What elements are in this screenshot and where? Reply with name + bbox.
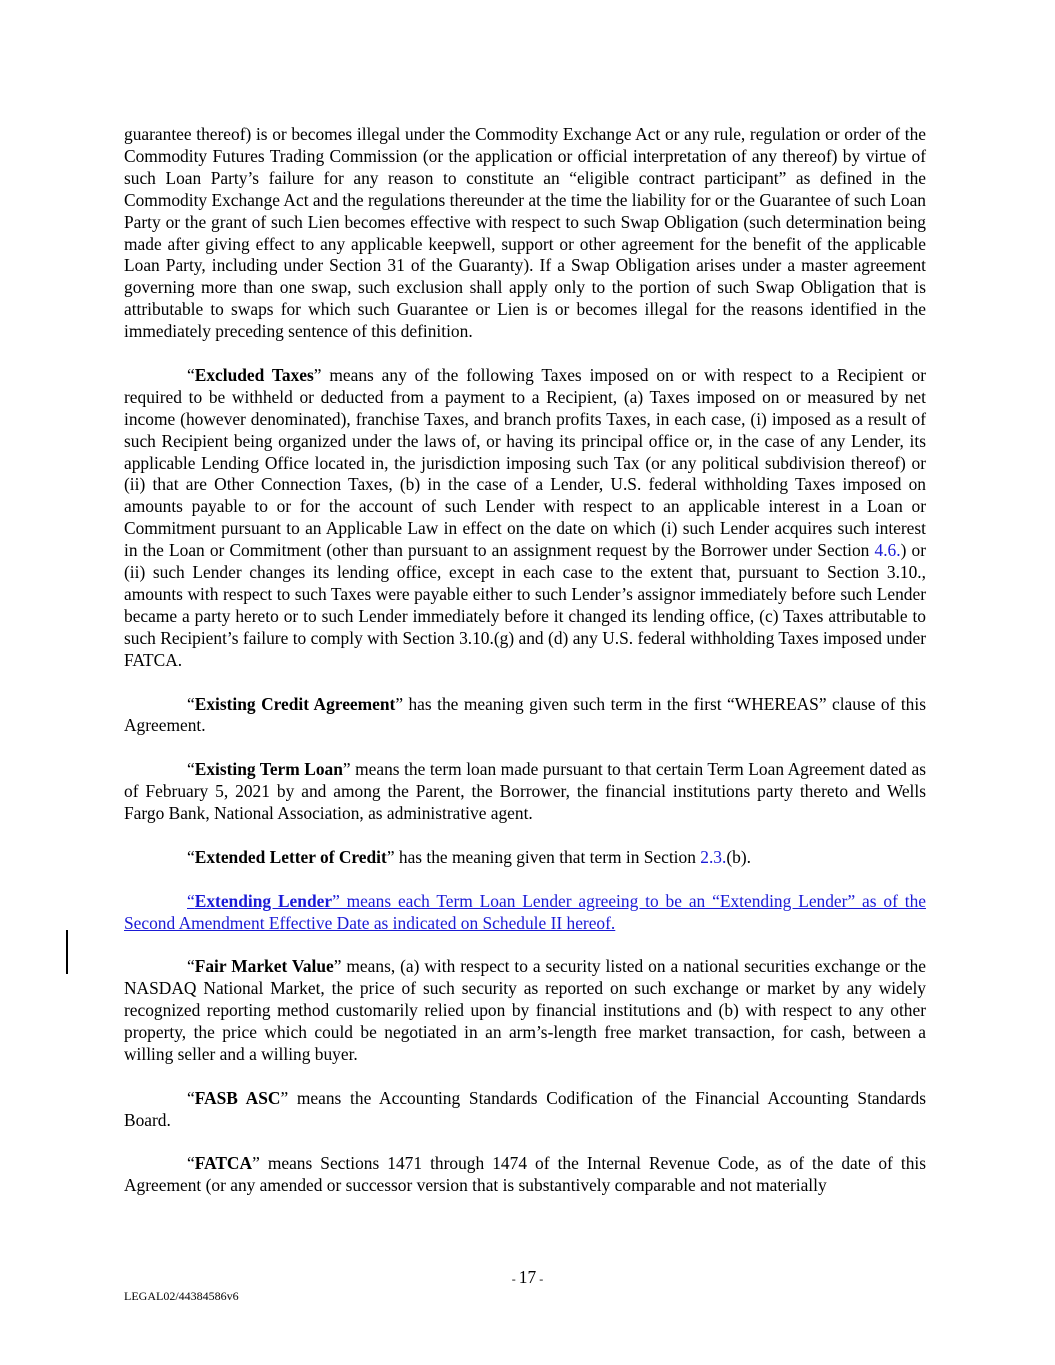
- definition-paragraph: [124, 124, 926, 343]
- defined-term: Existing Term Loan: [194, 759, 343, 780]
- paragraph-text: “: [187, 956, 195, 977]
- defined-term: Excluded Taxes: [194, 364, 314, 385]
- paragraph-text: ” means any of the following Taxes imposed on or with respect to a Recipient or required to be withheld or deducted from a payment to a Recipient, (a) Taxes imposed on or measured by net income (however denominated), franchise Taxes, and branch profits Taxes, in each case, (i) imposed as a result of such Recipient being organized under the laws of, or having its principal office or, in the case of any Lender, its applicable Lending Office located in, the jurisdiction imposing such Tax (or any political subdivision thereof) or (ii) that are Other Connection Taxes, (b) in the case of a Lender, U.S. federal withholding Taxes imposed on amounts payable to or for the account of such Lender with respect to an applicable interest in a Loan or Commitment pursuant to an Applicable Law in effect on the date on which (i) such Lender acquires such interest in the Loan or Commitment (other than pursuant to an assignment request by the Borrower under Section: [124, 364, 926, 561]
- defined-term: FASB ASC: [194, 1087, 281, 1108]
- section-cross-reference[interactable]: 4.6.: [874, 540, 901, 561]
- document-body: [124, 124, 926, 1219]
- defined-term: Extended Letter of Credit: [194, 846, 387, 867]
- definition-paragraph: [124, 847, 926, 869]
- paragraph-text: ) or (ii) such Lender changes its lending office, except in each case to the extent that, pursuant to Section 3.10., amounts with respect to such Taxes were payable either to such Lender’s assignor immediately before such Lender became a party hereto or to such Lender immediately before it changed its lending office, (c) Taxes attributable to such Recipient’s failure to comply with Section 3.10.(g) and (d) any U.S. federal withholding Taxes imposed under FATCA.: [124, 540, 926, 670]
- paragraph-text: ” has the meaning given such term in the first “WHEREAS” clause of this Agreement.: [124, 693, 926, 736]
- definition-paragraph: [124, 759, 926, 825]
- definition-paragraph: [124, 694, 926, 738]
- paragraph-text: ” means Sections 1471 through 1474 of the Internal Revenue Code, as of the date of this Agreement (or any amended or successor version that is substantively comparable and not materially: [124, 1153, 926, 1196]
- paragraph-text: ” means the Accounting Standards Codification of the Financial Accounting Standards Board.: [124, 1087, 926, 1130]
- page-number: - 17 -: [511, 1267, 544, 1287]
- paragraph-text: “: [187, 846, 195, 867]
- section-cross-reference[interactable]: 2.3.: [700, 846, 727, 867]
- definition-paragraph: [124, 956, 926, 1066]
- definition-paragraph: [124, 1153, 926, 1197]
- defined-term: Existing Credit Agreement: [194, 693, 396, 714]
- inserted-definition-paragraph: [124, 891, 926, 935]
- revision-change-bar: [66, 930, 68, 974]
- paragraph-text: “: [187, 890, 195, 911]
- paragraph-text: ” has the meaning given that term in Section: [386, 846, 701, 867]
- paragraph-text: guarantee thereof) is or becomes illegal under the Commodity Exchange Act or any rule, regulation or order of the Commodity Futures Trading Commission (or the application or official interpretation of any thereof) by virtue of such Loan Party’s failure for any reason to constitute an “eligible contract participant” as defined in the Commodity Exchange Act and the regulations thereunder at the time the liability for or the Guarantee of such Loan Party or the grant of such Lien becomes effective with respect to such Swap Obligation (such determination being made after giving effect to any applicable keepwell, support or other agreement for the benefit of the applicable Loan Party, including under Section 31 of the Guaranty). If a Swap Obligation arises under a master agreement governing more than one swap, such exclusion shall apply only to the portion of such Swap Obligation that is attributable to swaps for which such Guarantee or Lien is or becomes illegal for the reasons identified in the immediately preceding sentence of this definition.: [124, 124, 926, 342]
- defined-term: Fair Market Value: [194, 956, 334, 977]
- defined-term: Extending Lender: [194, 890, 333, 911]
- paragraph-text: “: [187, 364, 195, 385]
- paragraph-text: ” means each Term Loan Lender agreeing to be an “Extending Lender” as of the Second Amendment Effective Date as indicated on Schedule II hereof.: [124, 890, 926, 933]
- document-id: LEGAL02/44384586v6: [124, 1289, 239, 1303]
- paragraph-text: ” means the term loan made pursuant to that certain Term Loan Agreement dated as of February 5, 2021 by and among the Parent, the Borrower, the financial institutions party thereto and Wells Fargo Bank, National Association, as administrative agent.: [124, 759, 926, 824]
- definition-paragraph: [124, 1088, 926, 1132]
- paragraph-text: “: [187, 1087, 195, 1108]
- paragraph-text: “: [187, 759, 195, 780]
- paragraph-text: “: [187, 1153, 195, 1174]
- defined-term: FATCA: [194, 1153, 253, 1174]
- paragraph-text: ” means, (a) with respect to a security listed on a national securities exchange or the NASDAQ National Market, the price of such security as reported on such exchange or market by any widely recognized reporting method customarily relied upon by financial institutions and (b) with respect to any other property, the price which could be negotiated in an arm’s-length free market transaction, for cash, between a willing seller and a willing buyer.: [124, 956, 926, 1064]
- paragraph-text: “: [187, 693, 195, 714]
- page-number-value: 17: [518, 1267, 537, 1287]
- paragraph-text: (b).: [726, 846, 751, 867]
- definition-paragraph: [124, 365, 926, 672]
